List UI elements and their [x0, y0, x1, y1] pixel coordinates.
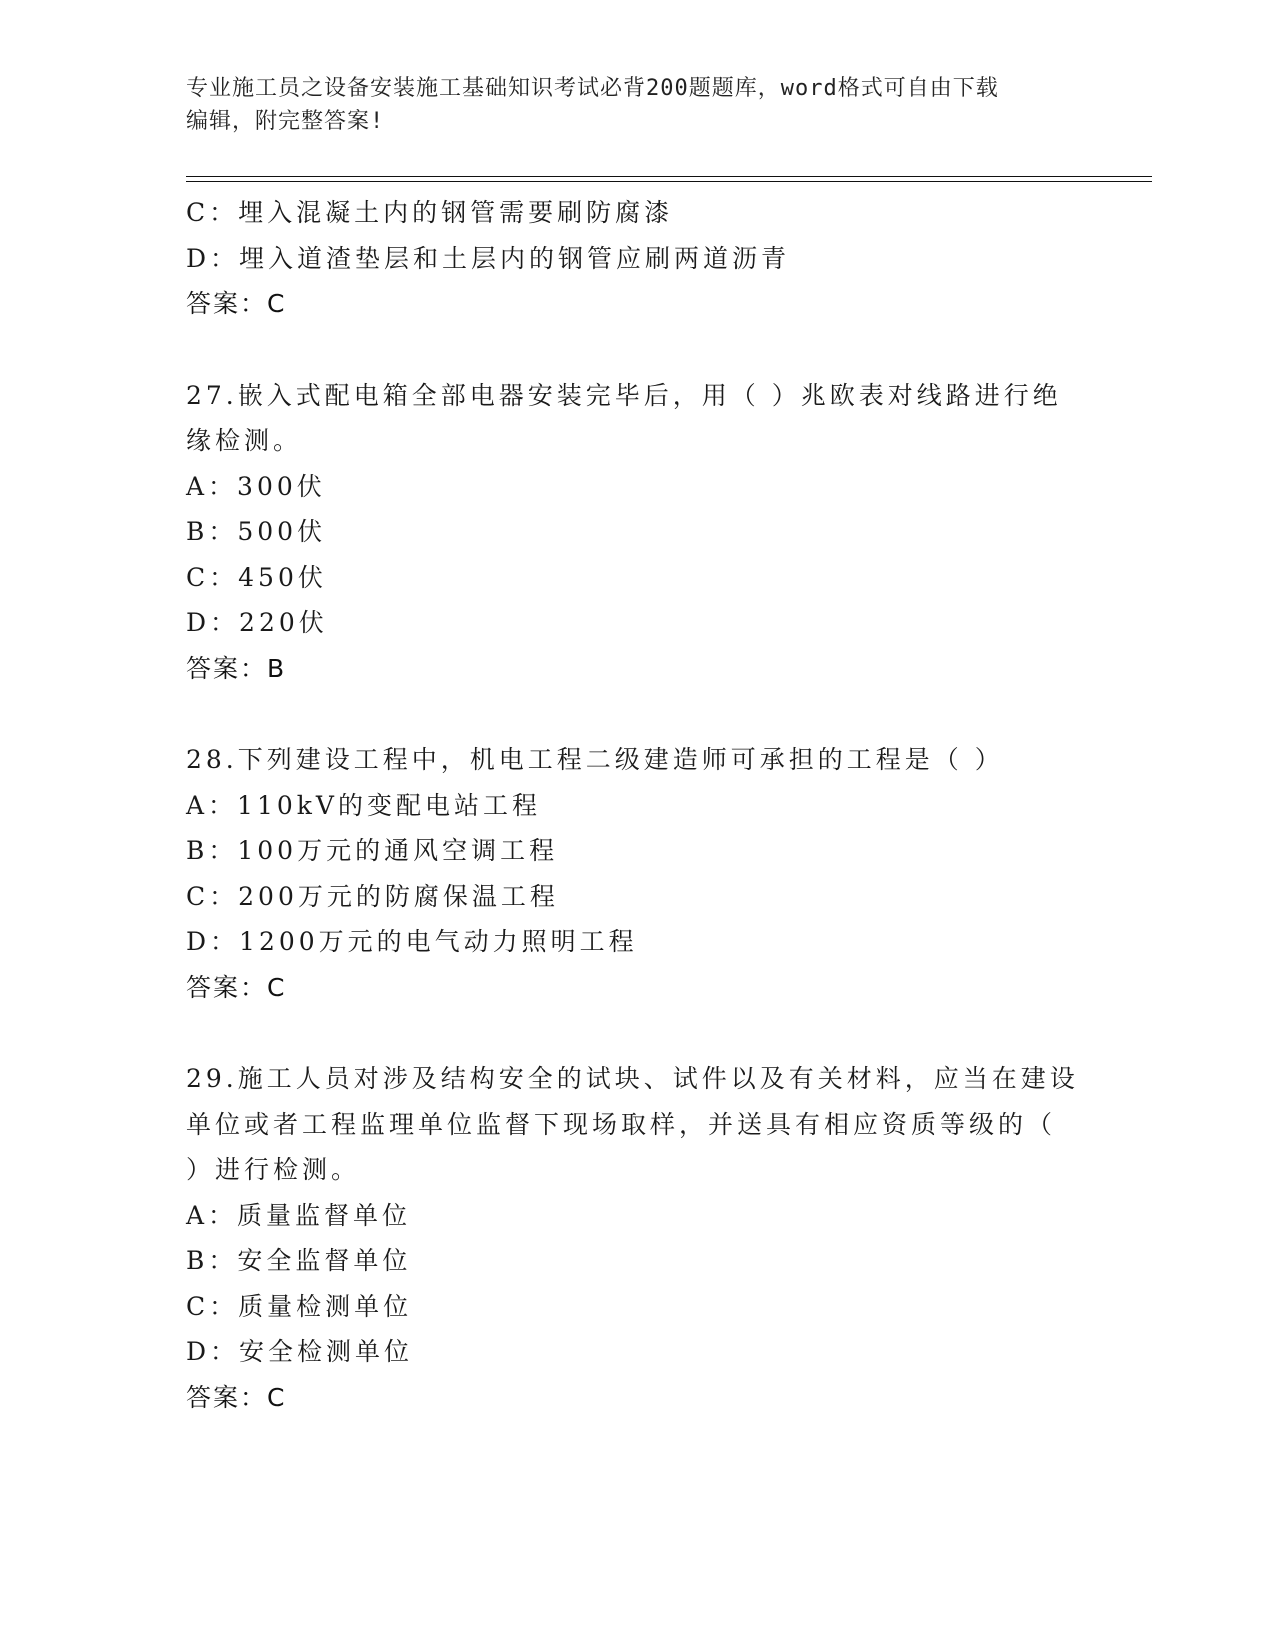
prev-question-tail: [186, 190, 1086, 327]
option-c: C：质量检测单位: [186, 1291, 413, 1321]
option-c: C：200万元的防腐保温工程: [186, 881, 559, 911]
option-d: D：220伏: [186, 608, 328, 637]
header-divider-top: [186, 176, 1152, 177]
question-stem-line: 28.下列建设工程中，机电工程二级建造师可承担的工程是（ ）: [186, 745, 1004, 774]
option-b: B：安全监督单位: [186, 1246, 412, 1275]
header-divider-bottom: [186, 181, 1152, 182]
answer-line: 答案：C: [186, 289, 287, 318]
answer-line: 答案：B: [186, 653, 287, 683]
document-header: [186, 72, 1086, 138]
option-c: C：450伏: [186, 562, 327, 592]
question-28: [186, 737, 1086, 1010]
option-a: A：300伏: [186, 471, 326, 501]
header-line-1: 专业施工员之设备安装施工基础知识考试必背200题题库，word格式可自由下载: [186, 76, 999, 101]
option-d: D：安全检测单位: [186, 1337, 414, 1366]
question-27: [186, 373, 1086, 692]
question-29: [186, 1056, 1086, 1420]
question-stem-line: 29.施工人员对涉及结构安全的试块、试件以及有关材料，应当在建设: [186, 1064, 1079, 1093]
option-a: A：质量监督单位: [186, 1200, 412, 1230]
answer-line: 答案：C: [186, 1382, 287, 1412]
answer-line: 答案：C: [186, 972, 287, 1002]
option-d: D：埋入道渣垫层和土层内的钢管应刷两道沥青: [186, 243, 791, 273]
header-line-2: 编辑，附完整答案!: [186, 109, 385, 134]
option-b: B：100万元的通风空调工程: [186, 836, 559, 865]
question-stem-line: 缘检测。: [186, 426, 303, 455]
option-a: A：110kV的变配电站工程: [186, 790, 541, 820]
question-content: [186, 190, 1086, 1420]
question-stem-line: 单位或者工程监理单位监督下现场取样，并送具有相应资质等级的（: [186, 1109, 1057, 1139]
option-b: B：500伏: [186, 517, 327, 546]
option-c: C：埋入混凝土内的钢管需要刷防腐漆: [186, 198, 674, 227]
question-stem-line: ）进行检测。: [186, 1155, 361, 1184]
question-stem-line: 27.嵌入式配电箱全部电器安装完毕后，用（ ）兆欧表对线路进行绝: [186, 380, 1062, 410]
option-d: D：1200万元的电气动力照明工程: [186, 927, 638, 956]
